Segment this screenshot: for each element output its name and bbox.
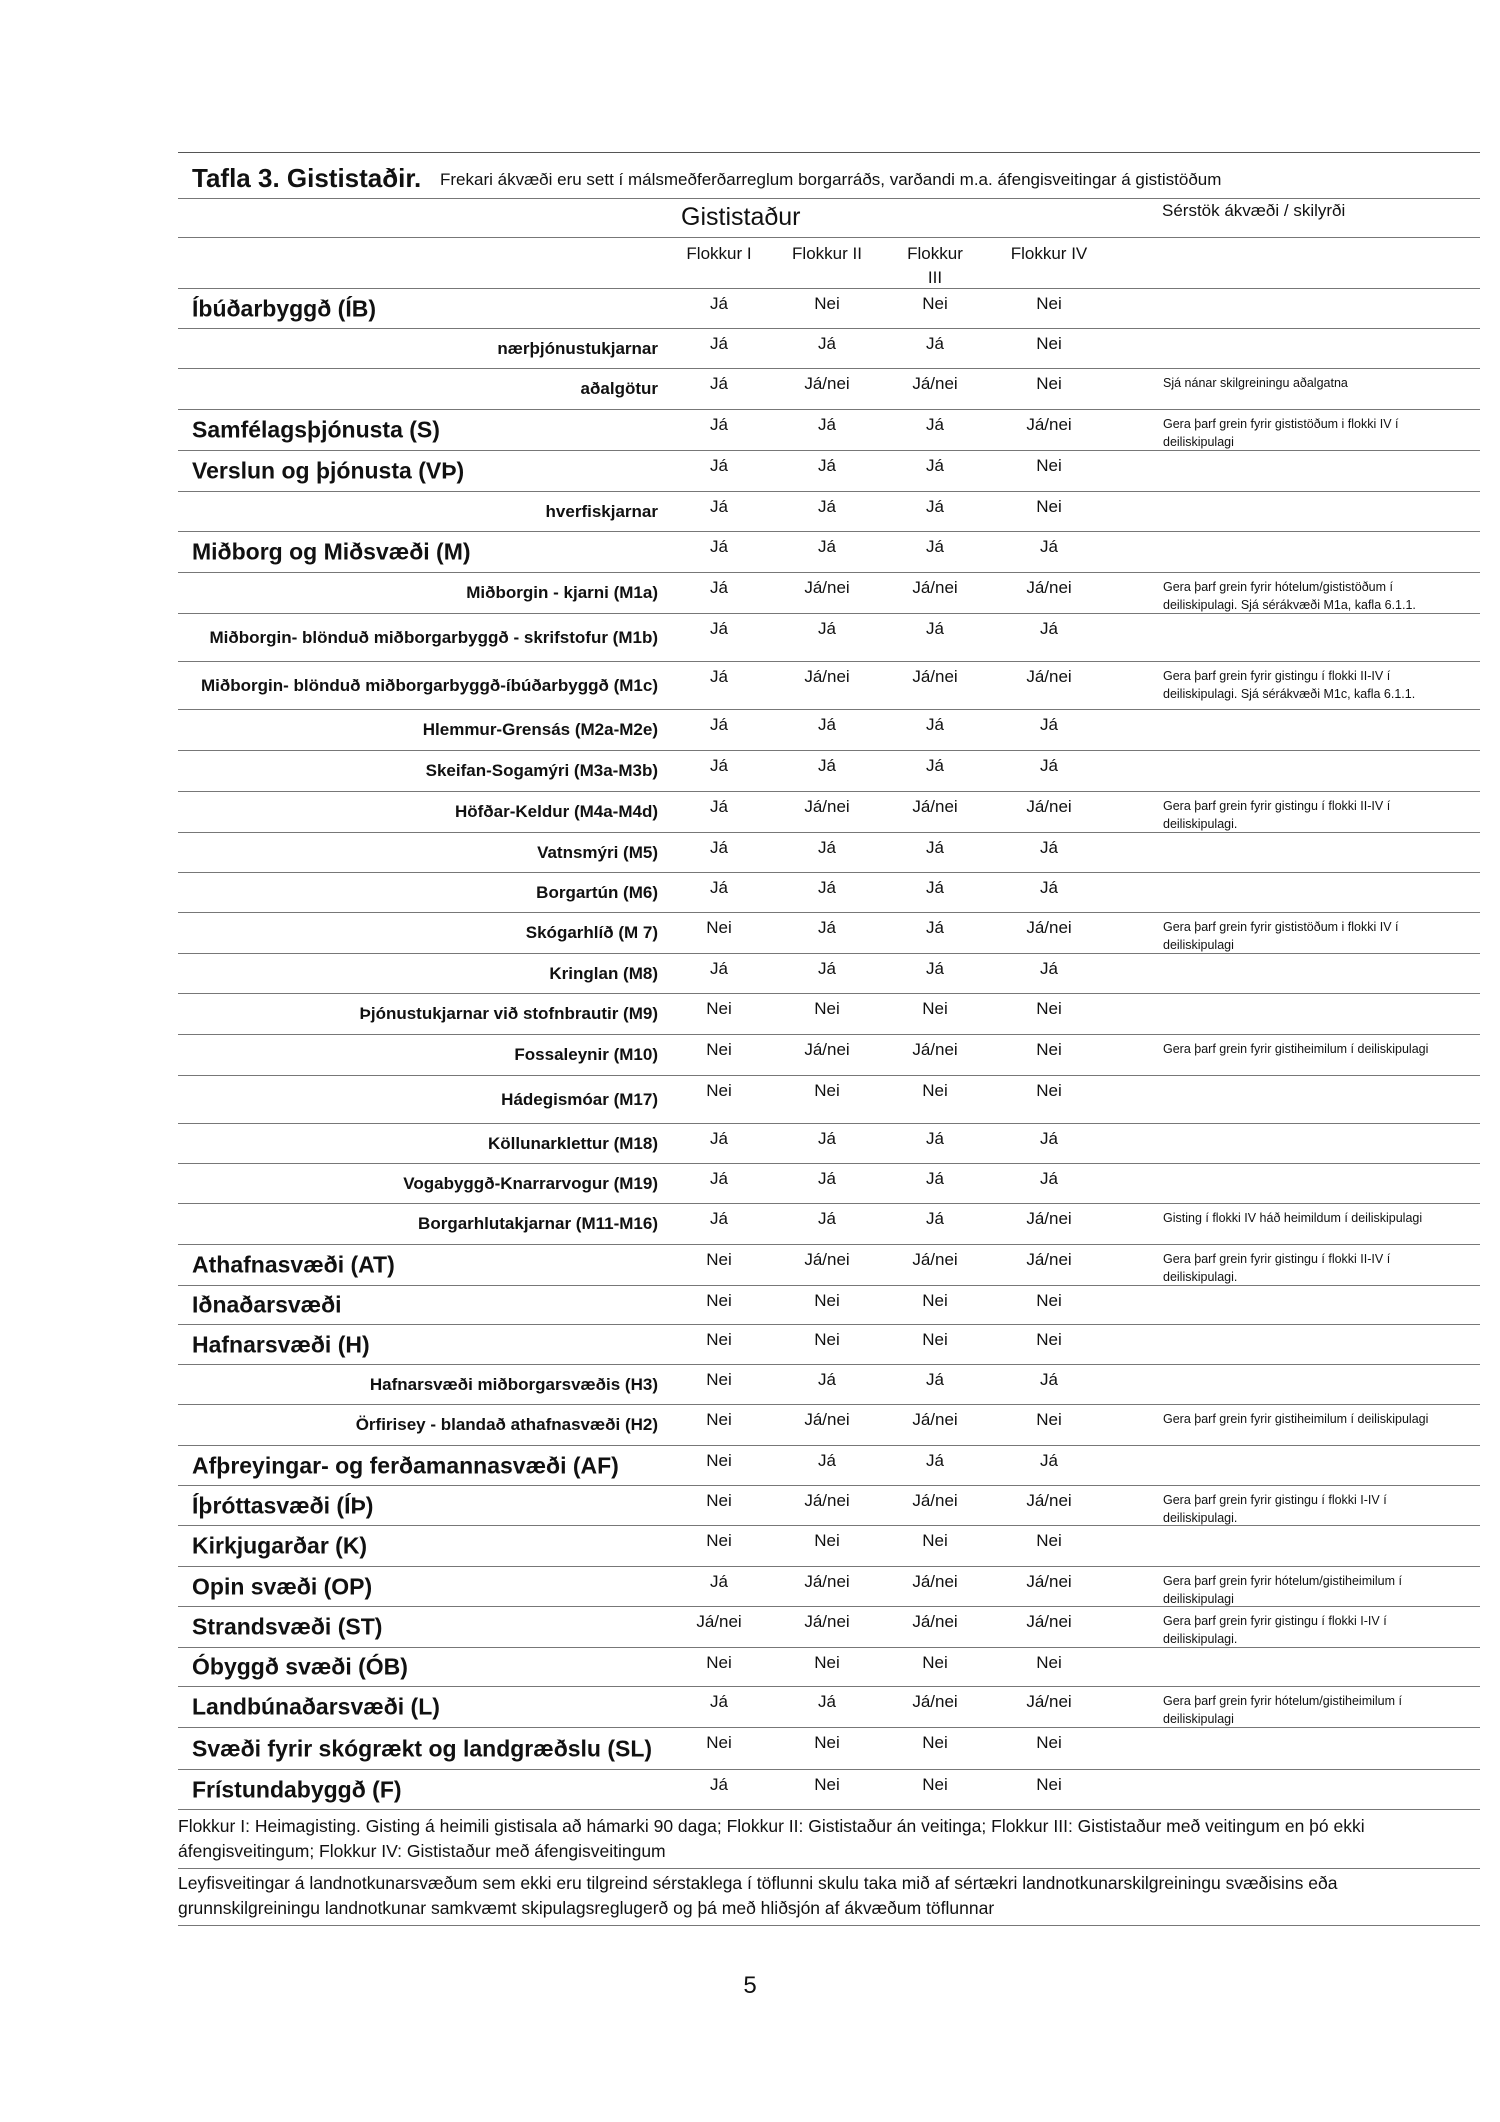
cell-flokkur-1: Já bbox=[710, 1572, 728, 1591]
cell-flokkur-4: Já/nei bbox=[1026, 1612, 1072, 1631]
cell-flokkur-3: Já/nei bbox=[912, 1692, 958, 1711]
table-title: Tafla 3. Gististaðir. bbox=[192, 163, 422, 193]
cell-flokkur-4: Já/nei bbox=[1026, 918, 1072, 937]
land-use-subcategory: Höfðar-Keldur (M4a-M4d) bbox=[454, 802, 658, 821]
table-row bbox=[178, 288, 1480, 328]
table-row bbox=[178, 613, 1480, 661]
cell-flokkur-2: Já/nei bbox=[804, 1410, 850, 1429]
cell-flokkur-2: Já bbox=[818, 918, 836, 937]
land-use-subcategory: Borgarhlutakjarnar (M11-M16) bbox=[418, 1214, 658, 1233]
cell-flokkur-3: Já bbox=[926, 1451, 944, 1470]
land-use-subcategory: nærþjónustukjarnar bbox=[497, 338, 658, 358]
land-use-category: Landbúnaðarsvæði (L) bbox=[192, 1693, 440, 1720]
table-row bbox=[178, 572, 1480, 613]
land-use-category: Óbyggð svæði (ÓB) bbox=[192, 1653, 408, 1680]
cell-flokkur-4: Nei bbox=[1036, 1330, 1062, 1349]
cell-flokkur-4: Já bbox=[1040, 838, 1058, 857]
cell-flokkur-3: Já/nei bbox=[912, 1410, 958, 1429]
table-body bbox=[178, 288, 1480, 1809]
cell-flokkur-2: Já bbox=[818, 1209, 836, 1228]
cell-flokkur-3: Já/nei bbox=[912, 797, 958, 816]
bottom-rule bbox=[178, 1925, 1480, 1926]
cell-flokkur-3: Já bbox=[926, 1169, 944, 1188]
cell-flokkur-3: Nei bbox=[922, 1531, 948, 1550]
cell-flokkur-4: Já bbox=[1040, 715, 1058, 734]
land-use-subcategory: Þjónustukjarnar við stofnbrautir (M9) bbox=[359, 1004, 658, 1023]
footnote-licensing: Leyfisveitingar á landnotkunarsvæðum sem ekki eru tilgreind sérstaklega í töflunni skulu taka mið af sértækri landnotkunarskilgreiningu svæðisins eða grunnskilgreiningu landnotkunar samkvæmt skipulagsreglugerð og þá með hliðsjón af ákvæðum töflunnar bbox=[178, 1868, 1480, 1925]
cell-flokkur-1: Já bbox=[710, 497, 728, 516]
cell-flokkur-2: Já bbox=[818, 1692, 836, 1711]
special-provision-note: Gera þarf grein fyrir gistiheimilum í deiliskipulagi bbox=[1163, 1042, 1429, 1056]
table-row bbox=[178, 1034, 1480, 1075]
cell-flokkur-3: Nei bbox=[922, 1733, 948, 1752]
special-provision-note: Gera þarf grein fyrir gistingu í flokki I-IV í deiliskipulagi. bbox=[1163, 1614, 1387, 1646]
cell-flokkur-3: Nei bbox=[922, 1653, 948, 1672]
special-provision-note: Gisting í flokki IV háð heimildum í deiliskipulagi bbox=[1163, 1211, 1423, 1225]
cell-flokkur-1: Já bbox=[710, 797, 728, 816]
cell-flokkur-2: Nei bbox=[814, 1081, 840, 1100]
cell-flokkur-2: Já bbox=[818, 1129, 836, 1148]
land-use-subcategory: Hafnarsvæði miðborgarsvæðis (H3) bbox=[369, 1374, 658, 1394]
notes-header: Sérstök ákvæði / skilyrði bbox=[1162, 201, 1346, 220]
cell-flokkur-3: Já bbox=[926, 878, 944, 897]
table-row bbox=[178, 328, 1480, 368]
cell-flokkur-3: Já/nei bbox=[912, 1040, 958, 1059]
cell-flokkur-1: Já bbox=[710, 959, 728, 978]
table-row bbox=[178, 491, 1480, 531]
cell-flokkur-4: Nei bbox=[1036, 497, 1062, 516]
cell-flokkur-3: Já bbox=[926, 619, 944, 638]
cell-flokkur-4: Já/nei bbox=[1026, 578, 1072, 597]
cell-flokkur-2: Já bbox=[818, 1370, 836, 1389]
cell-flokkur-1: Já bbox=[710, 578, 728, 597]
land-use-category: Athafnasvæði (AT) bbox=[192, 1251, 395, 1278]
cell-flokkur-4: Nei bbox=[1036, 1291, 1062, 1310]
land-use-category: Iðnaðarsvæði bbox=[192, 1291, 342, 1318]
cell-flokkur-3: Nei bbox=[922, 1291, 948, 1310]
cell-flokkur-2: Já/nei bbox=[804, 1250, 850, 1269]
cell-flokkur-2: Nei bbox=[814, 1653, 840, 1672]
cell-flokkur-3: Já bbox=[926, 715, 944, 734]
cell-flokkur-4: Nei bbox=[1036, 999, 1062, 1018]
table-row bbox=[178, 409, 1480, 450]
cell-flokkur-3: Já/nei bbox=[912, 667, 958, 686]
cell-flokkur-3: Já bbox=[926, 415, 944, 434]
land-use-subcategory: hverfiskjarnar bbox=[545, 501, 658, 521]
cell-flokkur-2: Já bbox=[818, 497, 836, 516]
cell-flokkur-2: Nei bbox=[814, 294, 840, 313]
special-provision-note: Gera þarf grein fyrir gististöðum i flokki IV í deiliskipulagi bbox=[1163, 417, 1399, 449]
land-use-subcategory: Skógarhlíð (M 7) bbox=[525, 923, 658, 942]
land-use-category: Íþróttasvæði (ÍÞ) bbox=[192, 1492, 374, 1518]
cell-flokkur-4: Já/nei bbox=[1026, 1572, 1072, 1591]
table-row bbox=[178, 1686, 1480, 1727]
cell-flokkur-4: Nei bbox=[1036, 1410, 1062, 1429]
cell-flokkur-3: Já bbox=[926, 1209, 944, 1228]
cell-flokkur-4: Nei bbox=[1036, 294, 1062, 313]
column-header: Flokkur III bbox=[907, 244, 963, 287]
cell-flokkur-1: Nei bbox=[706, 1081, 732, 1100]
table-row bbox=[178, 791, 1480, 832]
cell-flokkur-1: Já bbox=[710, 1209, 728, 1228]
table-row bbox=[178, 1404, 1480, 1445]
table-row bbox=[178, 709, 1480, 750]
cell-flokkur-4: Nei bbox=[1036, 374, 1062, 393]
cell-flokkur-1: Já bbox=[710, 878, 728, 897]
cell-flokkur-2: Nei bbox=[814, 1291, 840, 1310]
cell-flokkur-4: Já bbox=[1040, 1370, 1058, 1389]
cell-flokkur-2: Já/nei bbox=[804, 374, 850, 393]
special-provision-note: Gera þarf grein fyrir gistingu í flokki II-IV í deiliskipulagi. bbox=[1163, 799, 1391, 831]
cell-flokkur-1: Já bbox=[710, 1692, 728, 1711]
cell-flokkur-2: Já/nei bbox=[804, 1572, 850, 1591]
cell-flokkur-4: Já/nei bbox=[1026, 1491, 1072, 1510]
cell-flokkur-2: Nei bbox=[814, 999, 840, 1018]
cell-flokkur-3: Já bbox=[926, 959, 944, 978]
cell-flokkur-2: Já/nei bbox=[804, 1612, 850, 1631]
cell-flokkur-2: Já bbox=[818, 619, 836, 638]
cell-flokkur-4: Já/nei bbox=[1026, 415, 1072, 434]
special-provision-note: Gera þarf grein fyrir hótelum/gistiheimilum í deiliskipulagi bbox=[1163, 1574, 1402, 1606]
cell-flokkur-1: Já bbox=[710, 715, 728, 734]
cell-flokkur-1: Nei bbox=[706, 1250, 732, 1269]
cell-flokkur-3: Já/nei bbox=[912, 1250, 958, 1269]
cell-flokkur-2: Já bbox=[818, 838, 836, 857]
table-row bbox=[178, 1364, 1480, 1404]
table-row bbox=[178, 661, 1480, 709]
land-use-category: Opin svæði (OP) bbox=[192, 1573, 373, 1599]
table-subtitle: Frekari ákvæði eru sett í málsmeðferðarreglum borgarráðs, varðandi m.a. áfengisveitingar á gististöðum bbox=[440, 170, 1222, 189]
land-use-category: Samfélagsþjónusta (S) bbox=[192, 416, 440, 443]
table-row bbox=[178, 872, 1480, 912]
special-provision-note: Gera þarf grein fyrir gistingu í flokki II-IV í deiliskipulagi. Sjá sérákvæði M1c, kafla 6.1.1. bbox=[1163, 669, 1416, 701]
table-row bbox=[178, 1244, 1480, 1285]
cell-flokkur-4: Já bbox=[1040, 537, 1058, 556]
cell-flokkur-4: Já bbox=[1040, 1129, 1058, 1148]
land-use-category: Svæði fyrir skógrækt og landgræðslu (SL) bbox=[192, 1735, 653, 1761]
cell-flokkur-3: Já bbox=[926, 756, 944, 775]
cell-flokkur-4: Já bbox=[1040, 1451, 1058, 1470]
table-row bbox=[178, 1075, 1480, 1123]
group-header: Gististaður bbox=[681, 203, 801, 231]
table-row bbox=[178, 531, 1480, 572]
land-use-subcategory: Miðborgin- blönduð miðborgarbyggð-íbúðarbyggð (M1c) bbox=[200, 675, 658, 695]
cell-flokkur-3: Já/nei bbox=[912, 374, 958, 393]
table-row bbox=[178, 1163, 1480, 1203]
land-use-category: Frístundabyggð (F) bbox=[192, 1776, 402, 1802]
cell-flokkur-1: Já bbox=[710, 667, 728, 686]
cell-flokkur-1: Nei bbox=[706, 999, 732, 1018]
table-row bbox=[178, 1285, 1480, 1324]
cell-flokkur-1: Já bbox=[710, 415, 728, 434]
cell-flokkur-3: Já bbox=[926, 497, 944, 516]
cell-flokkur-4: Já bbox=[1040, 959, 1058, 978]
special-provision-note: Sjá nánar skilgreiningu aðalgatna bbox=[1163, 376, 1348, 390]
cell-flokkur-3: Já bbox=[926, 1370, 944, 1389]
cell-flokkur-4: Já/nei bbox=[1026, 1250, 1072, 1269]
land-use-subcategory: Miðborgin - kjarni (M1a) bbox=[466, 583, 658, 602]
cell-flokkur-4: Já bbox=[1040, 619, 1058, 638]
table-row bbox=[178, 1445, 1480, 1485]
cell-flokkur-4: Nei bbox=[1036, 456, 1062, 475]
cell-flokkur-2: Já bbox=[818, 1169, 836, 1188]
land-use-subcategory: Vogabyggð-Knarrarvogur (M19) bbox=[403, 1173, 658, 1193]
cell-flokkur-1: Já bbox=[710, 619, 728, 638]
cell-flokkur-4: Já bbox=[1040, 1169, 1058, 1188]
cell-flokkur-2: Nei bbox=[814, 1733, 840, 1752]
column-header: Flokkur IV bbox=[1010, 244, 1088, 263]
table-row bbox=[178, 993, 1480, 1034]
land-use-subcategory: Kringlan (M8) bbox=[549, 963, 658, 983]
cell-flokkur-3: Já bbox=[926, 838, 944, 857]
land-use-subcategory: Borgartún (M6) bbox=[536, 882, 658, 902]
cell-flokkur-4: Nei bbox=[1036, 1775, 1062, 1794]
special-provision-note: Gera þarf grein fyrir gistiheimilum í deiliskipulagi bbox=[1163, 1412, 1429, 1426]
cell-flokkur-2: Já bbox=[818, 1451, 836, 1470]
cell-flokkur-1: Já bbox=[710, 374, 728, 393]
cell-flokkur-2: Já bbox=[818, 959, 836, 978]
cell-flokkur-2: Já/nei bbox=[804, 667, 850, 686]
cell-flokkur-2: Já/nei bbox=[804, 1491, 850, 1510]
cell-flokkur-1: Nei bbox=[706, 1653, 732, 1672]
cell-flokkur-1: Nei bbox=[706, 1410, 732, 1429]
table-row bbox=[178, 1123, 1480, 1163]
table-row bbox=[178, 1525, 1480, 1566]
cell-flokkur-1: Nei bbox=[706, 1330, 732, 1349]
land-use-subcategory: Vatnsmýri (M5) bbox=[537, 842, 658, 862]
land-use-category: Íbúðarbyggð (ÍB) bbox=[192, 295, 376, 321]
table-row bbox=[178, 1727, 1480, 1769]
land-use-category: Verslun og þjónusta (VÞ) bbox=[192, 457, 465, 484]
cell-flokkur-3: Já bbox=[926, 537, 944, 556]
table-row bbox=[178, 750, 1480, 791]
cell-flokkur-1: Já bbox=[710, 1775, 728, 1794]
cell-flokkur-2: Nei bbox=[814, 1330, 840, 1349]
land-use-subcategory: Skeifan-Sogamýri (M3a-M3b) bbox=[425, 761, 658, 780]
table-header-group bbox=[178, 199, 1480, 237]
cell-flokkur-1: Nei bbox=[706, 1040, 732, 1059]
land-use-subcategory: Hádegismóar (M17) bbox=[501, 1089, 658, 1109]
cell-flokkur-2: Já/nei bbox=[804, 578, 850, 597]
cell-flokkur-4: Já/nei bbox=[1026, 667, 1072, 686]
footnote-categories: Flokkur I: Heimagisting. Gisting á heimili gistisala að hámarki 90 daga; Flokkur II: Gististaður án veitinga; Flokkur III: Gististaður með veitingum en þó ekki áfengisveitingum; Flokkur IV: Gististaður með áfengisveitingum bbox=[178, 1809, 1480, 1868]
cell-flokkur-4: Nei bbox=[1036, 1040, 1062, 1059]
cell-flokkur-4: Já bbox=[1040, 878, 1058, 897]
cell-flokkur-3: Nei bbox=[922, 999, 948, 1018]
cell-flokkur-3: Já bbox=[926, 456, 944, 475]
land-use-category: Afþreyingar- og ferðamannasvæði (AF) bbox=[192, 1452, 619, 1478]
cell-flokkur-2: Já bbox=[818, 715, 836, 734]
cell-flokkur-2: Já bbox=[818, 878, 836, 897]
table-row bbox=[178, 1203, 1480, 1244]
cell-flokkur-3: Nei bbox=[922, 1775, 948, 1794]
cell-flokkur-2: Nei bbox=[814, 1775, 840, 1794]
cell-flokkur-1: Já bbox=[710, 1169, 728, 1188]
land-use-subcategory: Örfirisey - blandað athafnasvæði (H2) bbox=[355, 1415, 658, 1434]
table-row bbox=[178, 1485, 1480, 1525]
cell-flokkur-1: Já bbox=[710, 456, 728, 475]
cell-flokkur-3: Já/nei bbox=[912, 1572, 958, 1591]
cell-flokkur-3: Já/nei bbox=[912, 1612, 958, 1631]
special-provision-note: Gera þarf grein fyrir hótelum/gistiheimilum í deiliskipulagi bbox=[1163, 1694, 1402, 1726]
cell-flokkur-4: Já/nei bbox=[1026, 797, 1072, 816]
cell-flokkur-2: Já bbox=[818, 415, 836, 434]
land-use-subcategory: Miðborgin- blönduð miðborgarbyggð - skrifstofur (M1b) bbox=[209, 627, 658, 647]
cell-flokkur-4: Nei bbox=[1036, 334, 1062, 353]
table-row bbox=[178, 953, 1480, 993]
cell-flokkur-1: Nei bbox=[706, 1491, 732, 1510]
table-row bbox=[178, 1769, 1480, 1809]
table-row bbox=[178, 1606, 1480, 1647]
cell-flokkur-2: Já bbox=[818, 756, 836, 775]
cell-flokkur-1: Já bbox=[710, 537, 728, 556]
cell-flokkur-4: Nei bbox=[1036, 1081, 1062, 1100]
cell-flokkur-1: Nei bbox=[706, 1531, 732, 1550]
land-use-category: Strandsvæði (ST) bbox=[192, 1613, 383, 1640]
document-page bbox=[178, 152, 1480, 1926]
cell-flokkur-1: Já bbox=[710, 756, 728, 775]
cell-flokkur-3: Já bbox=[926, 334, 944, 353]
table-row bbox=[178, 450, 1480, 491]
cell-flokkur-1: Já bbox=[710, 294, 728, 313]
cell-flokkur-2: Já bbox=[818, 334, 836, 353]
cell-flokkur-1: Nei bbox=[706, 918, 732, 937]
cell-flokkur-4: Já/nei bbox=[1026, 1209, 1072, 1228]
special-provision-note: Gera þarf grein fyrir hótelum/gististöðum í deiliskipulagi. Sjá sérákvæði M1a, kafla 6.1.1. bbox=[1163, 580, 1416, 612]
table-row bbox=[178, 368, 1480, 409]
cell-flokkur-3: Nei bbox=[922, 294, 948, 313]
table-row bbox=[178, 832, 1480, 872]
land-use-subcategory: Fossaleynir (M10) bbox=[514, 1045, 658, 1064]
cell-flokkur-1: Já bbox=[710, 334, 728, 353]
cell-flokkur-2: Já/nei bbox=[804, 797, 850, 816]
cell-flokkur-4: Já/nei bbox=[1026, 1692, 1072, 1711]
table-caption bbox=[178, 153, 1480, 198]
land-use-subcategory: Hlemmur-Grensás (M2a-M2e) bbox=[422, 720, 658, 739]
column-header: Flokkur I bbox=[686, 244, 752, 263]
cell-flokkur-4: Nei bbox=[1036, 1733, 1062, 1752]
cell-flokkur-1: Nei bbox=[706, 1451, 732, 1470]
cell-flokkur-3: Já bbox=[926, 918, 944, 937]
cell-flokkur-3: Já/nei bbox=[912, 1491, 958, 1510]
cell-flokkur-2: Já/nei bbox=[804, 1040, 850, 1059]
land-use-category: Hafnarsvæði (H) bbox=[192, 1331, 370, 1357]
cell-flokkur-3: Já bbox=[926, 1129, 944, 1148]
land-use-category: Miðborg og Miðsvæði (M) bbox=[192, 538, 471, 565]
cell-flokkur-1: Nei bbox=[706, 1291, 732, 1310]
cell-flokkur-3: Nei bbox=[922, 1081, 948, 1100]
land-use-subcategory: Köllunarklettur (M18) bbox=[487, 1133, 658, 1153]
table-row bbox=[178, 912, 1480, 953]
cell-flokkur-4: Já bbox=[1040, 756, 1058, 775]
cell-flokkur-1: Já bbox=[710, 838, 728, 857]
page-number: 5 bbox=[743, 1972, 757, 1999]
table-row bbox=[178, 1647, 1480, 1686]
special-provision-note: Gera þarf grein fyrir gistingu í flokki I-IV í deiliskipulagi. bbox=[1163, 1493, 1387, 1525]
cell-flokkur-3: Já/nei bbox=[912, 578, 958, 597]
cell-flokkur-1: Nei bbox=[706, 1733, 732, 1752]
table-row bbox=[178, 1324, 1480, 1364]
cell-flokkur-3: Nei bbox=[922, 1330, 948, 1349]
table-column-headers bbox=[178, 238, 1480, 288]
cell-flokkur-1: Nei bbox=[706, 1370, 732, 1389]
table-row bbox=[178, 1566, 1480, 1606]
cell-flokkur-2: Já bbox=[818, 537, 836, 556]
cell-flokkur-2: Nei bbox=[814, 1531, 840, 1550]
special-provision-note: Gera þarf grein fyrir gististöðum i flokki IV í deiliskipulagi bbox=[1163, 920, 1399, 952]
land-use-category: Kirkjugarðar (K) bbox=[192, 1532, 368, 1559]
cell-flokkur-1: Já bbox=[710, 1129, 728, 1148]
cell-flokkur-4: Nei bbox=[1036, 1653, 1062, 1672]
cell-flokkur-4: Nei bbox=[1036, 1531, 1062, 1550]
land-use-subcategory: aðalgötur bbox=[580, 379, 658, 398]
column-header: Flokkur II bbox=[792, 244, 862, 263]
cell-flokkur-2: Já bbox=[818, 456, 836, 475]
cell-flokkur-1: Já/nei bbox=[696, 1612, 742, 1631]
special-provision-note: Gera þarf grein fyrir gistingu í flokki II-IV í deiliskipulagi. bbox=[1163, 1252, 1391, 1284]
